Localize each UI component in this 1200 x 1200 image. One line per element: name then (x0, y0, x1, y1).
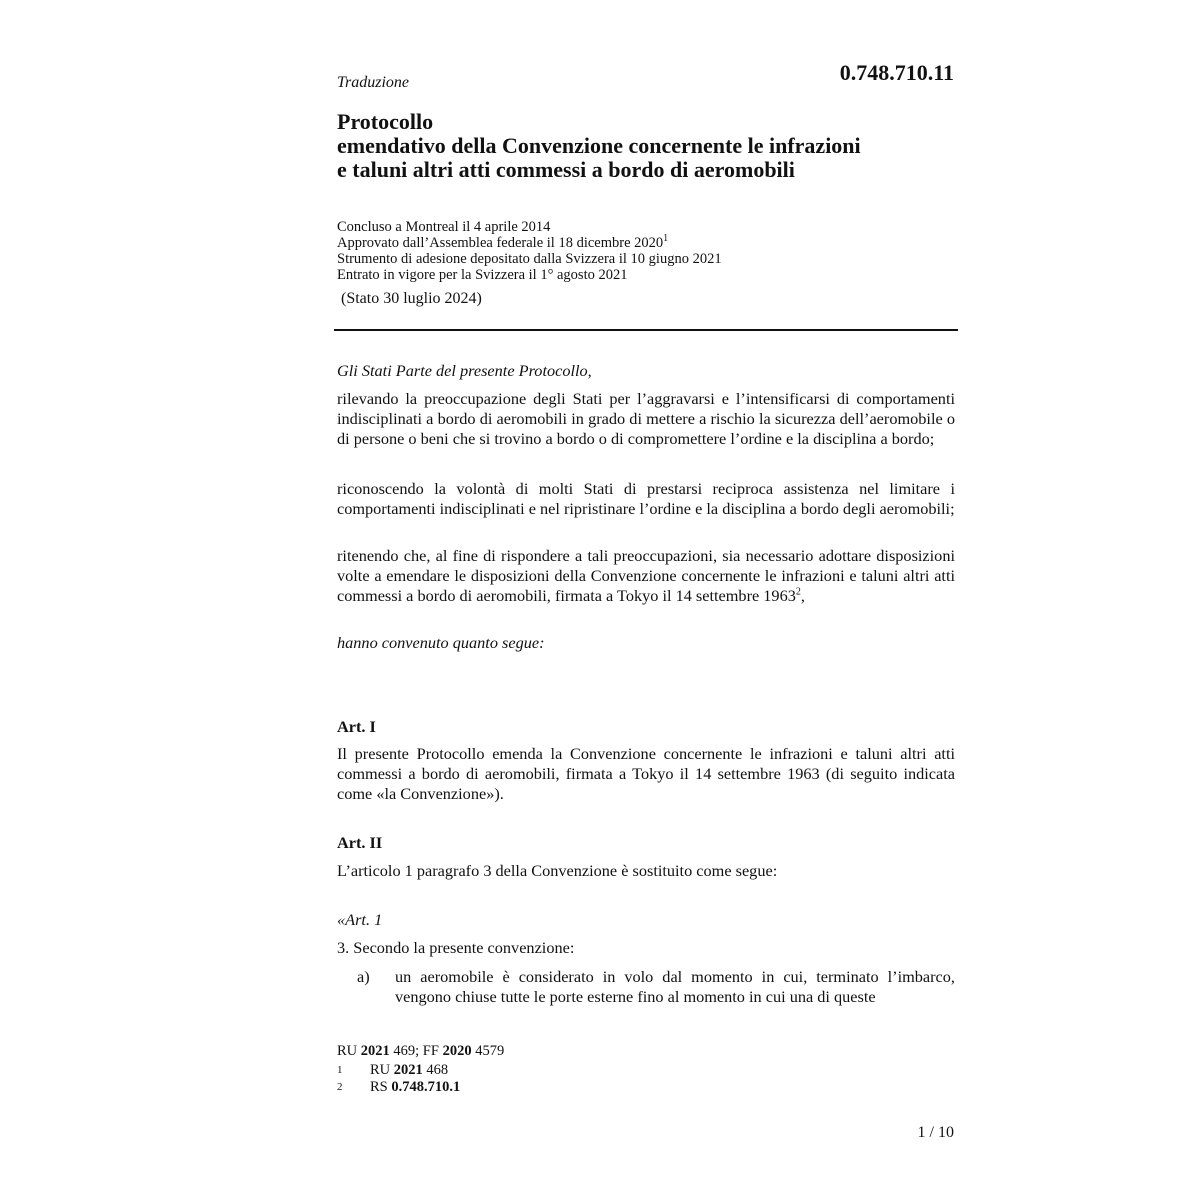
meta-concluded: Concluso a Montreal il 4 aprile 2014 (337, 219, 551, 235)
document-title (337, 110, 955, 182)
meta-approved: Approvato dall’Assemblea federale il 18 dicembre 2020$^1$ (337, 233, 669, 251)
footnote-1-number: 1 (337, 1064, 343, 1076)
article-2-heading: Art. II (337, 833, 383, 852)
item-a-label: a) (357, 967, 370, 986)
preamble-paragraph-1: rilevando la preoccupazione degli Stati per l’aggravarsi e l’intensificarsi di comportamenti indisciplinati a bordo di aeromobili in grado di mettere a rischio la sicurezza dell’aeromobile o di persone o beni che si trovino a bordo o di compromettere l’ordine e la disciplina a bordo; (337, 389, 955, 448)
preamble-conclusion: hanno convenuto quanto segue: (337, 633, 545, 652)
meta-in-force: Entrato in vigore per la Svizzera il 1° agosto 2021 (337, 267, 628, 283)
header-divider (334, 329, 958, 331)
footnote-1-text: RU 2021 468 (370, 1062, 449, 1078)
title-line-3: e taluni altri atti commessi a bordo di aeromobili (337, 157, 795, 182)
paragraph-3: 3. Secondo la presente convenzione: (337, 938, 575, 957)
preamble-paragraph-3: ritenendo che, al fine di rispondere a tali preoccupazioni, sia necessario adottare disposizioni volte a emendare le disposizioni della Convenzione concernente le infrazioni e taluni altri atti commessi a bordo di aeromobili, firmata a Tokyo il 14 settembre 1963$^2$, (337, 546, 955, 605)
footnote-ref-1[interactable]: 1 (663, 233, 669, 245)
meta-deposited: Strumento di adesione depositato dalla Svizzera il 10 giugno 2021 (337, 251, 722, 267)
preamble-intro: Gli Stati Parte del presente Protocollo, (337, 361, 592, 380)
article-1-text: Il presente Protocollo emenda la Convenzione concernente le infrazioni e taluni altri atti commessi a bordo di aeromobili, firmata a Tokyo il 14 settembre 1963 (di seguito indicata come «la Convenzione»). (337, 744, 955, 803)
footnote-2-text: RS 0.748.710.1 (370, 1079, 461, 1095)
quoted-article-heading: «Art. 1 (337, 910, 383, 929)
article-1-heading: Art. I (337, 717, 376, 736)
footnote-ref-2[interactable]: 2 (795, 586, 801, 598)
translation-label: Traduzione (337, 74, 410, 91)
title-line-2: emendativo della Convenzione concernente le infrazioni (337, 133, 861, 158)
status-date: (Stato 30 luglio 2024) (341, 290, 482, 307)
item-a-text: un aeromobile è considerato in volo dal momento in cui, terminato l’imbarco, vengono chiuse tutte le porte esterne fino al momento in cui una di queste (395, 967, 955, 1006)
document-metadata (337, 219, 955, 283)
title-line-1: Protocollo (337, 109, 434, 134)
sr-number: 0.748.710.11 (839, 60, 954, 85)
article-2-text: L’articolo 1 paragrafo 3 della Convenzione è sostituito come segue: (337, 861, 778, 880)
preamble-paragraph-2: riconoscendo la volontà di molti Stati di prestarsi reciproca assistenza nel limitare i comportamenti indisciplinati e nel ripristinare l’ordine e la disciplina a bordo degli aeromobili; (337, 479, 955, 518)
footnote-2-number: 2 (337, 1081, 343, 1093)
page-number: 1 / 10 (917, 1124, 954, 1141)
publication-reference: RU 2021 469; FF 2020 4579 (337, 1043, 505, 1059)
